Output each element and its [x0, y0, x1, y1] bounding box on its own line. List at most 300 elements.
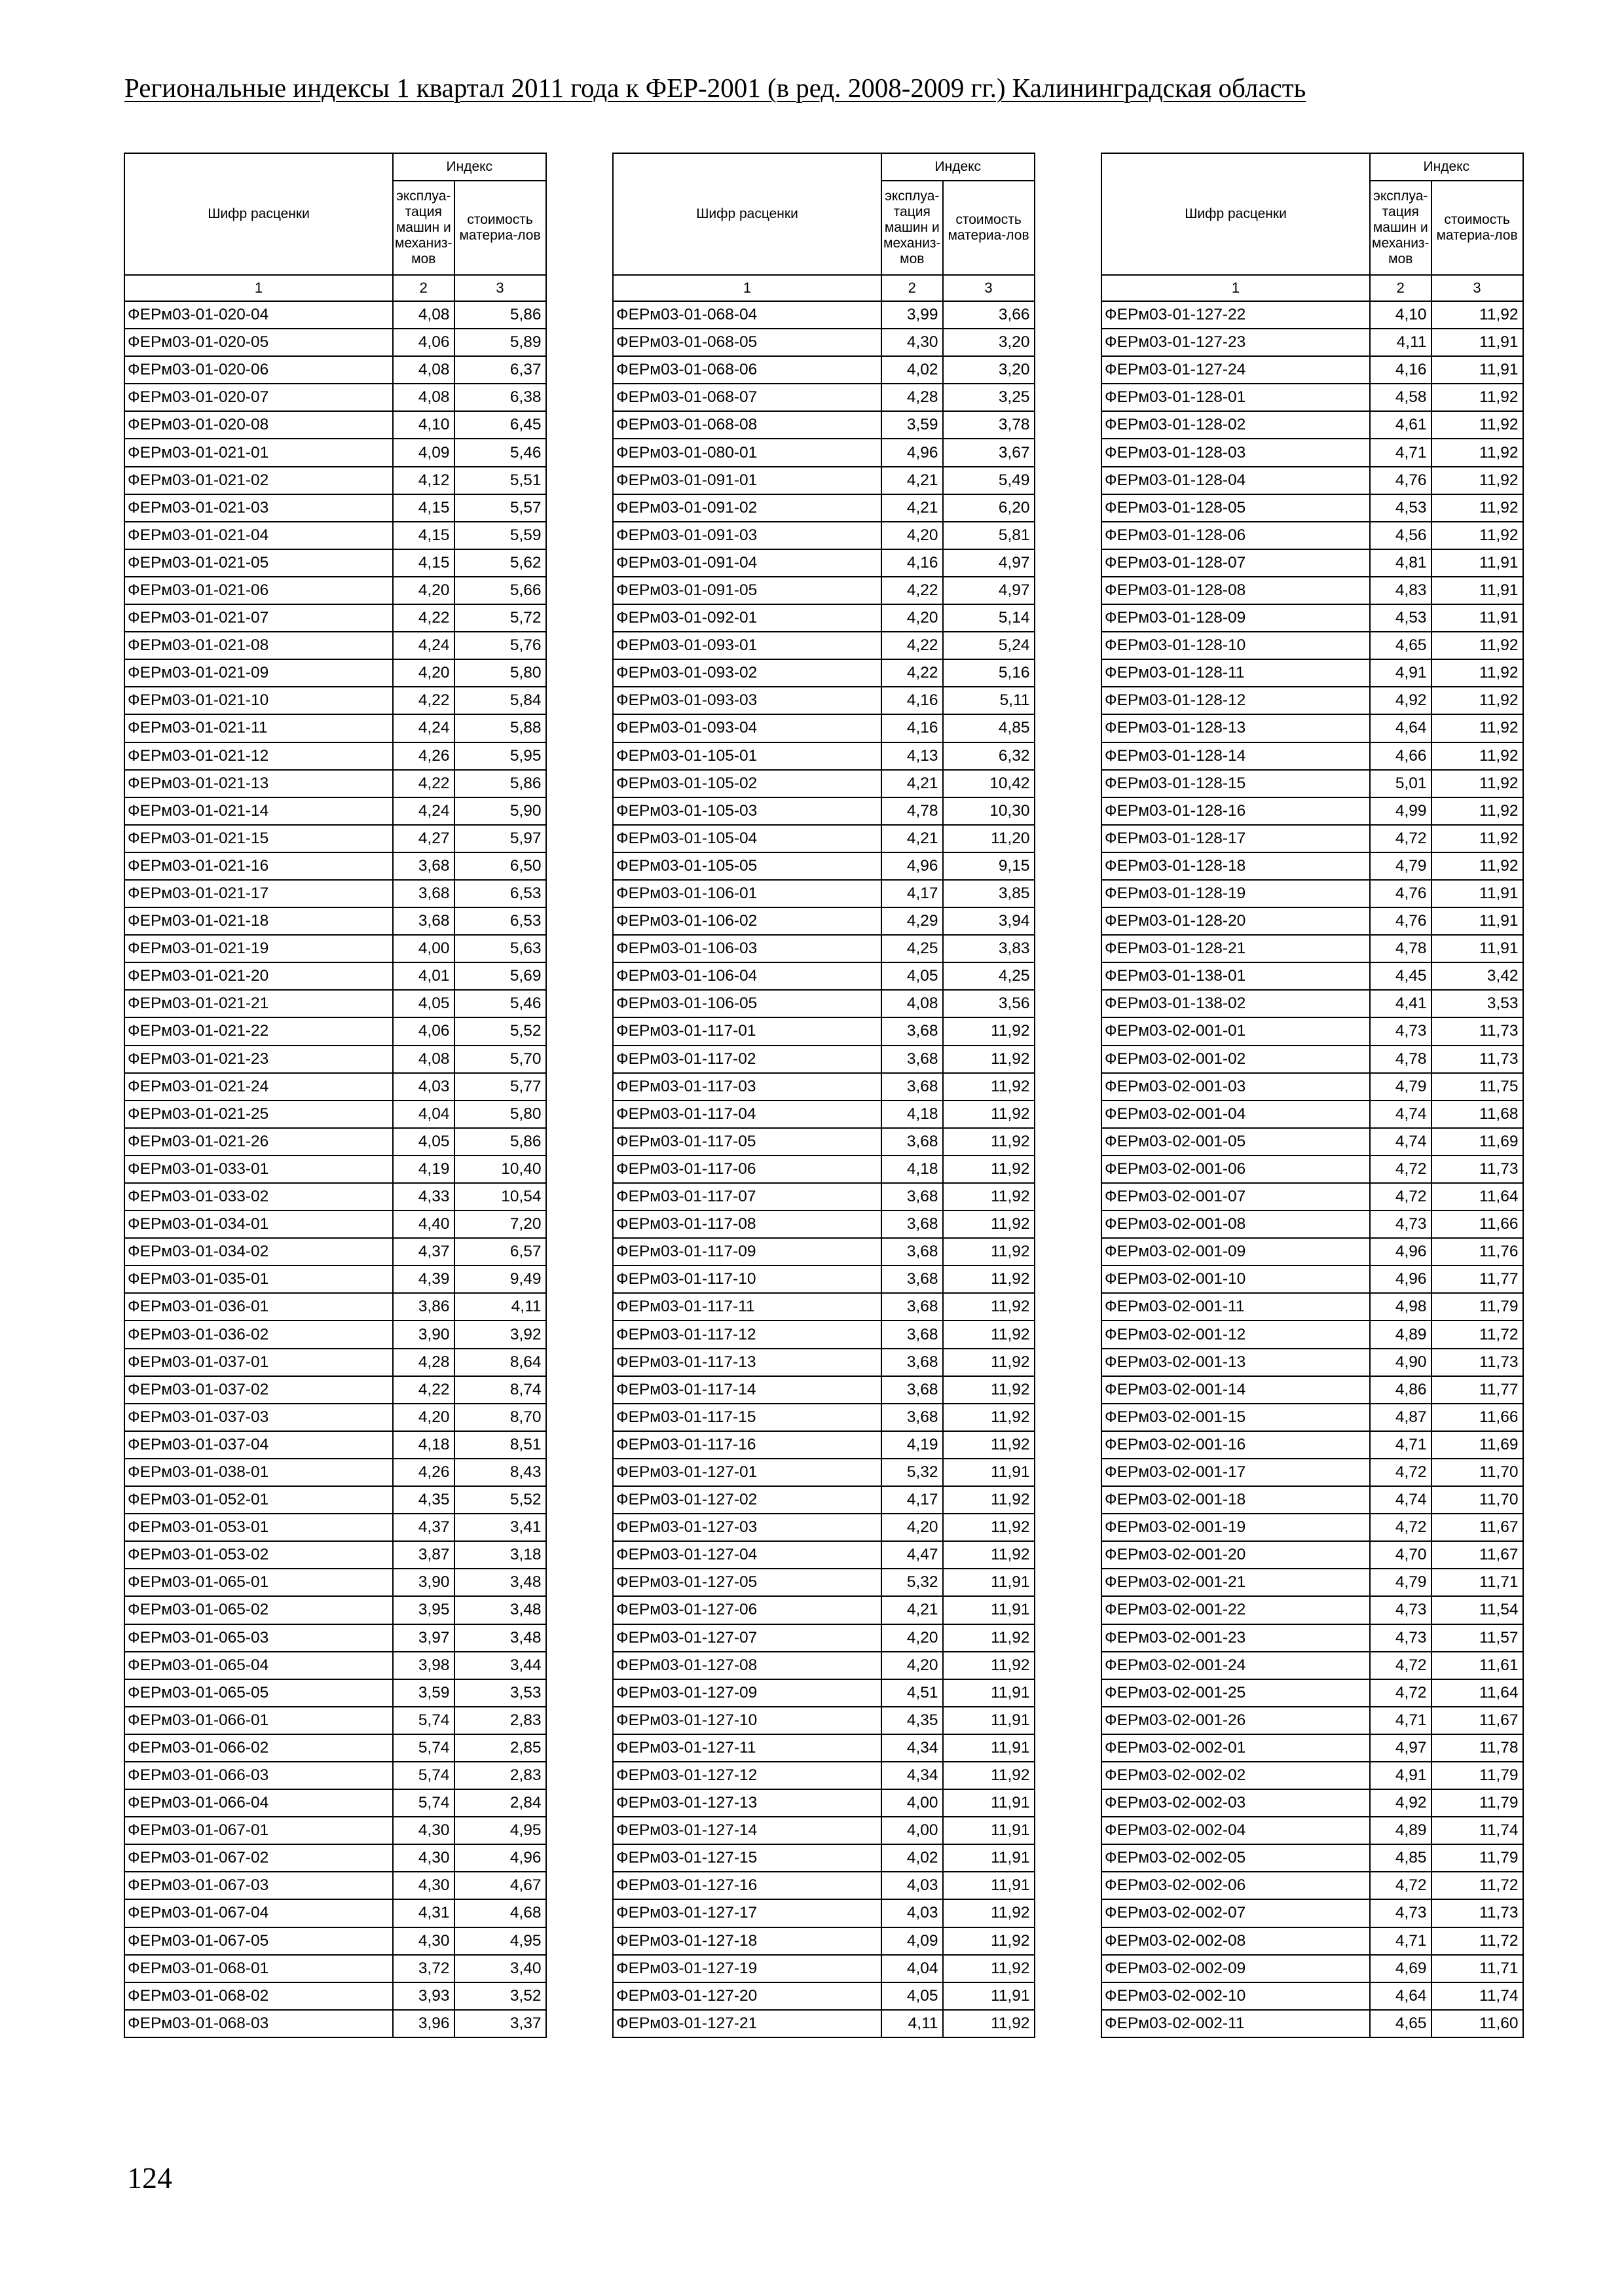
cell-machines-index: 4,97 [1370, 1734, 1431, 1762]
table-row [124, 549, 546, 577]
table-row [613, 1349, 1035, 1376]
table-row [1101, 880, 1523, 907]
table-row [124, 1017, 546, 1045]
cell-materials-index: 3,44 [454, 1652, 546, 1679]
table-row [124, 1211, 546, 1238]
cell-code: ФЕРм03-01-127-20 [613, 1982, 881, 2010]
table-row [124, 384, 546, 411]
cell-machines-index: 4,81 [1370, 549, 1431, 577]
cell-materials-index: 11,91 [943, 1844, 1035, 1872]
cell-code: ФЕРм03-01-066-04 [124, 1789, 393, 1817]
cell-machines-index: 4,22 [881, 632, 943, 659]
cell-code: ФЕРм03-02-002-03 [1101, 1789, 1370, 1817]
table-row [613, 356, 1035, 384]
table-row [1101, 1046, 1523, 1073]
cell-machines-index: 3,68 [881, 1404, 943, 1431]
cell-materials-index: 3,66 [943, 301, 1035, 329]
cell-materials-index: 5,84 [454, 687, 546, 714]
table-row [613, 714, 1035, 742]
cell-code: ФЕРм03-01-091-02 [613, 494, 881, 522]
cell-materials-index: 5,80 [454, 659, 546, 687]
cell-materials-index: 11,79 [1431, 1844, 1523, 1872]
cell-machines-index: 4,64 [1370, 714, 1431, 742]
table-row [613, 1762, 1035, 1789]
table-row [613, 1431, 1035, 1459]
cell-machines-index: 4,16 [881, 687, 943, 714]
cell-code: ФЕРм03-01-066-02 [124, 1734, 393, 1762]
cell-materials-index: 11,68 [1431, 1101, 1523, 1128]
table-row [1101, 494, 1523, 522]
cell-materials-index: 11,91 [943, 1872, 1035, 1899]
cell-materials-index: 11,92 [943, 1376, 1035, 1404]
cell-machines-index: 4,06 [393, 1017, 454, 1045]
cell-code: ФЕРм03-02-001-04 [1101, 1101, 1370, 1128]
cell-machines-index: 3,68 [393, 880, 454, 907]
table-row [613, 797, 1035, 825]
table-row [1101, 1541, 1523, 1569]
cell-machines-index: 3,68 [393, 907, 454, 935]
cell-materials-index: 5,49 [943, 467, 1035, 494]
cell-machines-index: 4,21 [881, 1596, 943, 1624]
cell-code: ФЕРм03-01-091-01 [613, 467, 881, 494]
cell-machines-index: 4,69 [1370, 1955, 1431, 1982]
cell-materials-index: 5,11 [943, 687, 1035, 714]
cell-machines-index: 4,78 [881, 797, 943, 825]
cell-machines-index: 4,30 [393, 1844, 454, 1872]
cell-machines-index: 4,01 [393, 962, 454, 990]
cell-materials-index: 3,20 [943, 356, 1035, 384]
table-row [1101, 1596, 1523, 1624]
cell-code: ФЕРм03-01-127-23 [1101, 329, 1370, 356]
cell-code: ФЕРм03-01-037-03 [124, 1404, 393, 1431]
table-row [124, 2010, 546, 2037]
table-row [1101, 659, 1523, 687]
cell-machines-index: 4,96 [881, 852, 943, 880]
cell-code: ФЕРм03-01-068-08 [613, 411, 881, 439]
table-row [613, 632, 1035, 659]
cell-machines-index: 3,87 [393, 1541, 454, 1569]
cell-code: ФЕРм03-01-128-09 [1101, 604, 1370, 632]
cell-code: ФЕРм03-01-092-01 [613, 604, 881, 632]
table-row [124, 1156, 546, 1183]
cell-machines-index: 4,91 [1370, 1762, 1431, 1789]
header-col-number-1: 1 [1101, 275, 1370, 301]
cell-materials-index: 5,46 [454, 990, 546, 1017]
cell-materials-index: 11,73 [1431, 1349, 1523, 1376]
cell-machines-index: 4,30 [393, 1817, 454, 1844]
cell-machines-index: 4,18 [881, 1101, 943, 1128]
cell-materials-index: 10,54 [454, 1183, 546, 1211]
table-row [124, 825, 546, 852]
table-row [613, 907, 1035, 935]
cell-materials-index: 8,43 [454, 1459, 546, 1486]
cell-materials-index: 8,64 [454, 1349, 546, 1376]
table-row [124, 1183, 546, 1211]
cell-materials-index: 11,72 [1431, 1872, 1523, 1899]
table-row [1101, 1624, 1523, 1652]
cell-code: ФЕРм03-01-127-17 [613, 1899, 881, 1927]
table-row [613, 1541, 1035, 1569]
cell-code: ФЕРм03-01-021-04 [124, 522, 393, 549]
cell-materials-index: 3,48 [454, 1569, 546, 1596]
header-col-number-3: 3 [943, 275, 1035, 301]
cell-machines-index: 4,78 [1370, 935, 1431, 962]
cell-machines-index: 3,68 [881, 1046, 943, 1073]
cell-code: ФЕРм03-01-128-02 [1101, 411, 1370, 439]
cell-code: ФЕРм03-01-021-25 [124, 1101, 393, 1128]
cell-materials-index: 5,80 [454, 1101, 546, 1128]
cell-machines-index: 3,90 [393, 1321, 454, 1348]
cell-materials-index: 11,72 [1431, 1321, 1523, 1348]
cell-materials-index: 11,92 [943, 1762, 1035, 1789]
cell-code: ФЕРм03-01-127-01 [613, 1459, 881, 1486]
cell-materials-index: 11,92 [943, 2010, 1035, 2037]
table-row [1101, 1404, 1523, 1431]
table-row [613, 1321, 1035, 1348]
table-row [124, 1899, 546, 1927]
table-row [124, 770, 546, 797]
cell-machines-index: 4,34 [881, 1734, 943, 1762]
cell-materials-index: 11,66 [1431, 1404, 1523, 1431]
cell-code: ФЕРм03-01-068-03 [124, 2010, 393, 2037]
cell-machines-index: 4,76 [1370, 880, 1431, 907]
cell-machines-index: 4,15 [393, 494, 454, 522]
table-row [613, 439, 1035, 466]
cell-machines-index: 4,61 [1370, 411, 1431, 439]
cell-materials-index: 6,37 [454, 356, 546, 384]
header-materials: стоимость материа-лов [1431, 181, 1523, 275]
cell-materials-index: 11,92 [943, 1899, 1035, 1927]
cell-materials-index: 11,91 [1431, 907, 1523, 935]
cell-code: ФЕРм03-01-127-11 [613, 1734, 881, 1762]
table-row [124, 852, 546, 880]
cell-code: ФЕРм03-01-038-01 [124, 1459, 393, 1486]
cell-code: ФЕРм03-01-068-02 [124, 1982, 393, 2010]
table-row [1101, 1459, 1523, 1486]
cell-code: ФЕРм03-01-020-08 [124, 411, 393, 439]
cell-code: ФЕРм03-02-001-06 [1101, 1156, 1370, 1183]
cell-machines-index: 5,01 [1370, 770, 1431, 797]
cell-machines-index: 4,16 [881, 549, 943, 577]
cell-machines-index: 4,10 [1370, 301, 1431, 329]
table-row [613, 990, 1035, 1017]
cell-code: ФЕРм03-01-053-01 [124, 1514, 393, 1541]
cell-materials-index: 11,92 [943, 1211, 1035, 1238]
cell-code: ФЕРм03-01-021-21 [124, 990, 393, 1017]
cell-machines-index: 4,22 [393, 604, 454, 632]
cell-code: ФЕРм03-01-021-03 [124, 494, 393, 522]
cell-materials-index: 6,50 [454, 852, 546, 880]
cell-materials-index: 11,92 [1431, 687, 1523, 714]
cell-materials-index: 2,83 [454, 1707, 546, 1734]
cell-code: ФЕРм03-02-002-09 [1101, 1955, 1370, 1982]
cell-machines-index: 4,09 [393, 439, 454, 466]
cell-materials-index: 11,91 [1431, 356, 1523, 384]
cell-materials-index: 8,74 [454, 1376, 546, 1404]
cell-code: ФЕРм03-01-021-05 [124, 549, 393, 577]
cell-materials-index: 3,41 [454, 1514, 546, 1541]
header-col-number-2: 2 [393, 275, 454, 301]
cell-machines-index: 4,71 [1370, 1927, 1431, 1955]
cell-materials-index: 3,53 [1431, 990, 1523, 1017]
cell-materials-index: 6,20 [943, 494, 1035, 522]
cell-machines-index: 4,83 [1370, 577, 1431, 604]
cell-machines-index: 4,73 [1370, 1624, 1431, 1652]
table-row [1101, 714, 1523, 742]
cell-machines-index: 4,20 [881, 1514, 943, 1541]
cell-materials-index: 11,92 [1431, 852, 1523, 880]
cell-code: ФЕРм03-01-128-06 [1101, 522, 1370, 549]
cell-machines-index: 4,15 [393, 549, 454, 577]
cell-code: ФЕРм03-02-002-06 [1101, 1872, 1370, 1899]
cell-materials-index: 3,52 [454, 1982, 546, 2010]
cell-materials-index: 6,53 [454, 907, 546, 935]
cell-code: ФЕРм03-02-002-07 [1101, 1899, 1370, 1927]
cell-materials-index: 11,72 [1431, 1927, 1523, 1955]
cell-machines-index: 4,30 [393, 1927, 454, 1955]
cell-code: ФЕРм03-01-127-24 [1101, 356, 1370, 384]
cell-code: ФЕРм03-01-128-18 [1101, 852, 1370, 880]
table-row [613, 1183, 1035, 1211]
cell-machines-index: 4,20 [393, 659, 454, 687]
cell-machines-index: 5,74 [393, 1707, 454, 1734]
table-row [124, 1789, 546, 1817]
table-row [124, 1817, 546, 1844]
cell-code: ФЕРм03-01-068-06 [613, 356, 881, 384]
cell-machines-index: 4,90 [1370, 1349, 1431, 1376]
cell-code: ФЕРм03-01-106-02 [613, 907, 881, 935]
cell-code: ФЕРм03-01-020-06 [124, 356, 393, 384]
cell-code: ФЕРм03-01-021-01 [124, 439, 393, 466]
cell-materials-index: 11,92 [1431, 467, 1523, 494]
cell-materials-index: 11,91 [1431, 880, 1523, 907]
cell-machines-index: 4,76 [1370, 467, 1431, 494]
table-row [124, 1514, 546, 1541]
cell-machines-index: 4,56 [1370, 522, 1431, 549]
cell-machines-index: 4,73 [1370, 1899, 1431, 1927]
cell-code: ФЕРм03-01-037-02 [124, 1376, 393, 1404]
cell-materials-index: 11,91 [943, 1596, 1035, 1624]
cell-code: ФЕРм03-01-128-03 [1101, 439, 1370, 466]
cell-materials-index: 11,76 [1431, 1238, 1523, 1266]
cell-materials-index: 11,91 [943, 1789, 1035, 1817]
cell-materials-index: 5,59 [454, 522, 546, 549]
cell-materials-index: 5,76 [454, 632, 546, 659]
cell-materials-index: 11,66 [1431, 1211, 1523, 1238]
cell-machines-index: 4,22 [393, 687, 454, 714]
cell-machines-index: 4,05 [393, 1128, 454, 1156]
table-row [1101, 1321, 1523, 1348]
table-row [613, 1073, 1035, 1101]
table-row [613, 1238, 1035, 1266]
cell-code: ФЕРм03-01-127-04 [613, 1541, 881, 1569]
table-row [124, 1431, 546, 1459]
table-row [613, 494, 1035, 522]
cell-machines-index: 4,02 [881, 356, 943, 384]
cell-materials-index: 11,92 [943, 1486, 1035, 1514]
cell-materials-index: 11,92 [1431, 384, 1523, 411]
cell-materials-index: 10,42 [943, 770, 1035, 797]
table-row [1101, 1734, 1523, 1762]
header-machines: эксплуа-тация машин и механиз-мов [881, 181, 943, 275]
table-row [1101, 1266, 1523, 1293]
cell-code: ФЕРм03-01-033-01 [124, 1156, 393, 1183]
cell-materials-index: 11,77 [1431, 1266, 1523, 1293]
header-index: Индекс [1370, 153, 1523, 181]
cell-materials-index: 11,92 [943, 1404, 1035, 1431]
cell-code: ФЕРм03-01-021-12 [124, 742, 393, 770]
cell-machines-index: 4,66 [1370, 742, 1431, 770]
table-row [613, 1514, 1035, 1541]
cell-machines-index: 4,21 [881, 770, 943, 797]
cell-materials-index: 11,61 [1431, 1652, 1523, 1679]
table-row [613, 1789, 1035, 1817]
cell-code: ФЕРм03-02-001-20 [1101, 1541, 1370, 1569]
header-col-number-2: 2 [1370, 275, 1431, 301]
table-body [1101, 301, 1523, 2037]
cell-code: ФЕРм03-01-034-02 [124, 1238, 393, 1266]
header-col-number-1: 1 [613, 275, 881, 301]
cell-machines-index: 4,20 [881, 1624, 943, 1652]
cell-code: ФЕРм03-01-021-22 [124, 1017, 393, 1045]
table-row [613, 1872, 1035, 1899]
table-row [1101, 1514, 1523, 1541]
cell-code: ФЕРм03-01-021-19 [124, 935, 393, 962]
table-row [1101, 1707, 1523, 1734]
cell-machines-index: 4,31 [393, 1899, 454, 1927]
table-row [1101, 384, 1523, 411]
table-row [1101, 301, 1523, 329]
cell-materials-index: 4,95 [454, 1927, 546, 1955]
table-row [124, 1652, 546, 1679]
cell-code: ФЕРм03-01-093-03 [613, 687, 881, 714]
table-row [124, 494, 546, 522]
cell-machines-index: 5,32 [881, 1459, 943, 1486]
cell-code: ФЕРм03-01-067-01 [124, 1817, 393, 1844]
cell-machines-index: 4,16 [881, 714, 943, 742]
table-row [124, 356, 546, 384]
table-row [124, 522, 546, 549]
table-row [1101, 604, 1523, 632]
cell-code: ФЕРм03-01-036-02 [124, 1321, 393, 1348]
cell-code: ФЕРм03-01-127-06 [613, 1596, 881, 1624]
cell-materials-index: 6,32 [943, 742, 1035, 770]
table-row [124, 1569, 546, 1596]
cell-machines-index: 4,05 [881, 962, 943, 990]
cell-materials-index: 11,92 [943, 1101, 1035, 1128]
table-row [1101, 1128, 1523, 1156]
cell-machines-index: 4,03 [881, 1872, 943, 1899]
cell-materials-index: 11,91 [943, 1459, 1035, 1486]
cell-machines-index: 4,96 [1370, 1266, 1431, 1293]
cell-machines-index: 4,19 [393, 1156, 454, 1183]
cell-machines-index: 4,03 [393, 1073, 454, 1101]
cell-machines-index: 4,37 [393, 1514, 454, 1541]
index-table-3 [1101, 153, 1524, 2038]
cell-code: ФЕРм03-02-001-05 [1101, 1128, 1370, 1156]
cell-materials-index: 5,52 [454, 1486, 546, 1514]
table-row [124, 1238, 546, 1266]
cell-materials-index: 5,86 [454, 770, 546, 797]
table-row [124, 962, 546, 990]
table-body [124, 301, 546, 2037]
cell-code: ФЕРм03-01-117-16 [613, 1431, 881, 1459]
table-row [124, 990, 546, 1017]
cell-materials-index: 4,97 [943, 549, 1035, 577]
table-row [1101, 1927, 1523, 1955]
cell-code: ФЕРм03-01-117-06 [613, 1156, 881, 1183]
cell-materials-index: 11,92 [1431, 659, 1523, 687]
cell-materials-index: 11,92 [1431, 522, 1523, 549]
cell-machines-index: 4,16 [1370, 356, 1431, 384]
cell-machines-index: 4,09 [881, 1927, 943, 1955]
cell-machines-index: 3,68 [881, 1183, 943, 1211]
page-number: 124 [127, 2161, 172, 2195]
cell-materials-index: 11,92 [1431, 411, 1523, 439]
table-row [613, 549, 1035, 577]
cell-code: ФЕРм03-01-127-21 [613, 2010, 881, 2037]
cell-machines-index: 4,22 [393, 770, 454, 797]
table-row [124, 1321, 546, 1348]
cell-code: ФЕРм03-01-128-05 [1101, 494, 1370, 522]
cell-code: ФЕРм03-02-001-09 [1101, 1238, 1370, 1266]
cell-machines-index: 4,27 [393, 825, 454, 852]
cell-code: ФЕРм03-01-021-08 [124, 632, 393, 659]
cell-code: ФЕРм03-01-127-12 [613, 1762, 881, 1789]
cell-materials-index: 5,24 [943, 632, 1035, 659]
cell-materials-index: 11,91 [1431, 577, 1523, 604]
cell-machines-index: 4,17 [881, 1486, 943, 1514]
table-row [613, 880, 1035, 907]
cell-materials-index: 2,83 [454, 1762, 546, 1789]
table-row [124, 880, 546, 907]
cell-materials-index: 6,57 [454, 1238, 546, 1266]
table-row [613, 1156, 1035, 1183]
cell-materials-index: 11,92 [943, 1514, 1035, 1541]
cell-materials-index: 11,69 [1431, 1431, 1523, 1459]
table-row [1101, 1569, 1523, 1596]
cell-code: ФЕРм03-01-117-02 [613, 1046, 881, 1073]
header-index: Индекс [393, 153, 546, 181]
cell-code: ФЕРм03-01-033-02 [124, 1183, 393, 1211]
cell-code: ФЕРм03-02-002-08 [1101, 1927, 1370, 1955]
header-machines: эксплуа-тация машин и механиз-мов [393, 181, 454, 275]
table-row [1101, 1899, 1523, 1927]
cell-machines-index: 4,29 [881, 907, 943, 935]
table-row [1101, 935, 1523, 962]
cell-machines-index: 4,25 [881, 935, 943, 962]
table-row [1101, 356, 1523, 384]
cell-materials-index: 11,78 [1431, 1734, 1523, 1762]
cell-materials-index: 11,91 [943, 1817, 1035, 1844]
cell-code: ФЕРм03-01-128-10 [1101, 632, 1370, 659]
cell-code: ФЕРм03-01-128-15 [1101, 770, 1370, 797]
table-row [1101, 1238, 1523, 1266]
cell-code: ФЕРм03-01-066-01 [124, 1707, 393, 1734]
cell-machines-index: 4,24 [393, 714, 454, 742]
table-row [613, 742, 1035, 770]
table-row [124, 687, 546, 714]
cell-code: ФЕРм03-01-037-04 [124, 1431, 393, 1459]
cell-materials-index: 3,20 [943, 329, 1035, 356]
cell-machines-index: 4,51 [881, 1679, 943, 1707]
index-table-2 [612, 153, 1035, 2038]
cell-code: ФЕРм03-01-117-09 [613, 1238, 881, 1266]
cell-materials-index: 11,91 [943, 1679, 1035, 1707]
cell-machines-index: 4,08 [393, 1046, 454, 1073]
cell-machines-index: 4,71 [1370, 1707, 1431, 1734]
cell-materials-index: 4,96 [454, 1844, 546, 1872]
